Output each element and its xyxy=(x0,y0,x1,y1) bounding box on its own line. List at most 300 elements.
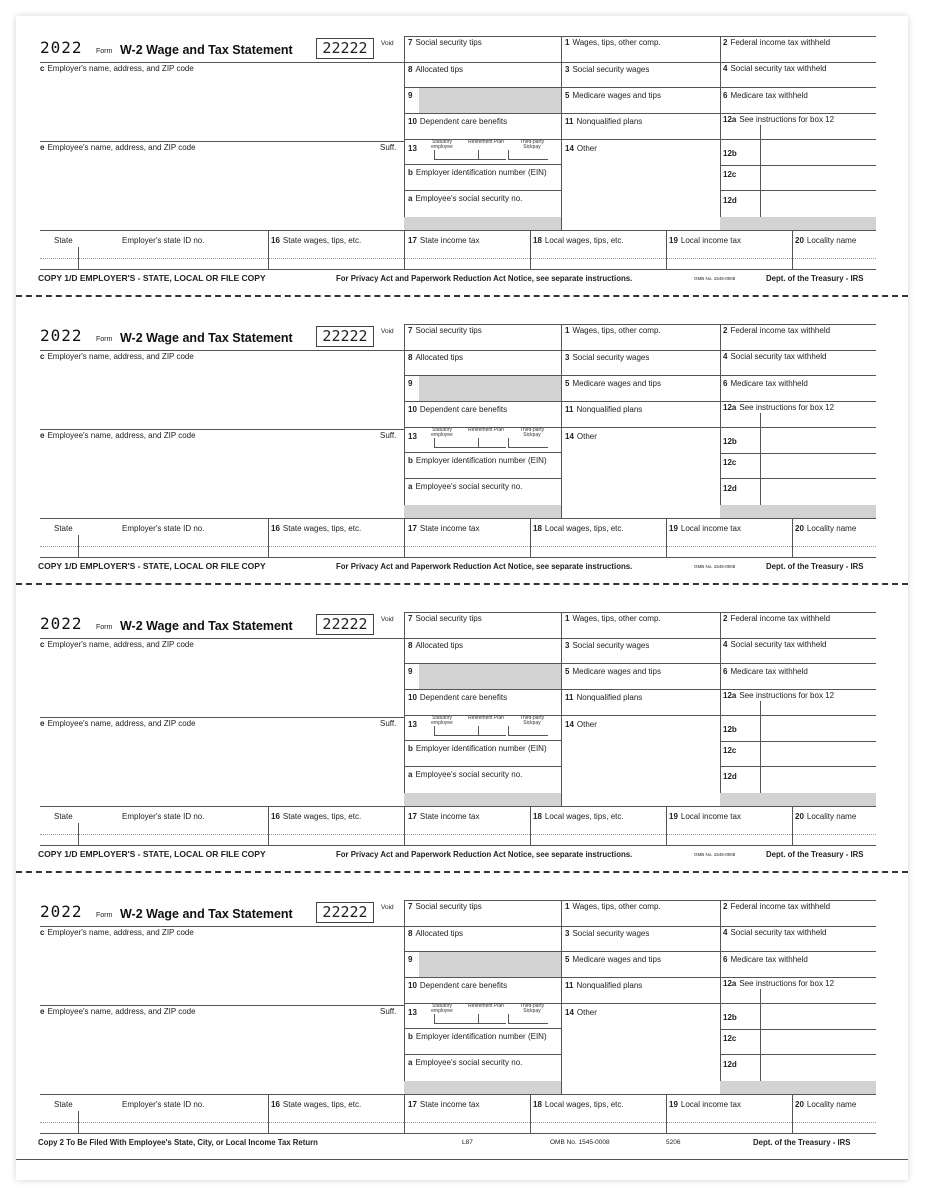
box-10-label: 10 Dependent care benefits xyxy=(408,981,508,990)
third-party-sickpay-label: Third-party Sickpay xyxy=(519,1003,545,1014)
form-rule-line xyxy=(561,139,720,140)
form-code-box: 22222 xyxy=(316,38,374,59)
form-rule-line xyxy=(720,1003,876,1004)
form-rule-line xyxy=(720,1029,876,1030)
box-9-label: 9 xyxy=(408,379,413,388)
box-8-label: 8 Allocated tips xyxy=(408,641,464,650)
form-rule-line xyxy=(561,977,720,978)
form-rule-line xyxy=(720,36,721,231)
copy-designation: COPY 1/D EMPLOYER'S - STATE, LOCAL OR FILE COPY xyxy=(38,561,266,571)
privacy-notice: For Privacy Act and Paperwork Reduction Act Notice, see separate instructions. xyxy=(336,562,633,571)
form-rule-line xyxy=(720,375,876,376)
form-rule-line xyxy=(666,1094,667,1134)
form-rule-line xyxy=(561,715,720,716)
box-b-label: b Employer identification number (EIN) xyxy=(408,168,547,177)
form-rule-line xyxy=(434,1023,506,1024)
box-12d-label: 12d xyxy=(723,772,737,781)
box-14-label: 14 Other xyxy=(565,720,597,729)
form-rule-line xyxy=(720,977,876,978)
box-20-label: 20 Locality name xyxy=(795,1100,857,1109)
form-rule-line xyxy=(666,230,667,270)
form-rule-line xyxy=(561,375,720,376)
state-label: State xyxy=(54,236,73,245)
form-rule-line xyxy=(404,900,405,1095)
form-rule-line xyxy=(561,113,720,114)
form-rule-line xyxy=(720,638,876,639)
box-b-label: b Employer identification number (EIN) xyxy=(408,1032,547,1041)
box-6-label: 6 Medicare tax withheld xyxy=(723,91,808,100)
box-12a-label: 12a See instructions for box 12 xyxy=(723,979,835,988)
box-c-label: c Employer's name, address, and ZIP code xyxy=(40,64,194,73)
form-rule-line xyxy=(508,159,548,160)
form-rule-line xyxy=(404,230,405,270)
copy-designation: Copy 2 To Be Filed With Employee's State, City, or Local Income Tax Return xyxy=(38,1138,318,1147)
form-rule-line xyxy=(760,715,761,741)
box-5-label: 5 Medicare wages and tips xyxy=(565,379,661,388)
form-rule-line xyxy=(666,806,667,846)
form-rule-line xyxy=(561,926,720,927)
box-12c-label: 12c xyxy=(723,1034,737,1043)
form-rule-line xyxy=(760,125,761,139)
form-rule-line xyxy=(40,926,404,927)
box-4-label: 4 Social security tax withheld xyxy=(723,64,827,73)
form-rule-line xyxy=(720,165,876,166)
box-9-label: 9 xyxy=(408,667,413,676)
box-12c-label: 12c xyxy=(723,458,737,467)
form-rule-line xyxy=(404,62,561,63)
form-rule-line xyxy=(792,230,793,270)
box-17-label: 17 State income tax xyxy=(408,524,480,533)
box-12d-shade xyxy=(720,505,876,518)
perforation-line xyxy=(16,295,908,297)
box-9-shade xyxy=(419,88,561,113)
form-rule-line xyxy=(561,427,720,428)
box-9-shade xyxy=(419,664,561,689)
box-7-label: 7 Social security tips xyxy=(408,902,482,911)
form-rule-line xyxy=(404,401,561,402)
box-12b-label: 12b xyxy=(723,725,737,734)
form-rule-line xyxy=(40,546,876,547)
state-id-label: Employer's state ID no. xyxy=(122,236,205,245)
box-12b-label: 12b xyxy=(723,1013,737,1022)
form-rule-line xyxy=(40,518,876,519)
box-a-label: a Employee's social security no. xyxy=(408,770,523,779)
form-rule-line xyxy=(760,478,761,505)
box-12c-label: 12c xyxy=(723,170,737,179)
statutory-employee-label: Statutory employee xyxy=(431,1003,453,1014)
form-rule-line xyxy=(530,806,531,846)
form-rule-line xyxy=(530,1094,531,1134)
privacy-notice: For Privacy Act and Paperwork Reduction Act Notice, see separate instructions. xyxy=(336,850,633,859)
box-c-label: c Employer's name, address, and ZIP code xyxy=(40,640,194,649)
tax-year: 2022 xyxy=(40,326,83,345)
state-label: State xyxy=(54,1100,73,1109)
form-rule-line xyxy=(404,36,405,231)
form-title: W-2 Wage and Tax Statement xyxy=(120,331,293,345)
box-7-label: 7 Social security tips xyxy=(408,326,482,335)
box-20-label: 20 Locality name xyxy=(795,524,857,533)
perforation-line xyxy=(16,583,908,585)
box-9-label: 9 xyxy=(408,955,413,964)
form-rule-line xyxy=(404,926,561,927)
third-party-sickpay-label: Third-party Sickpay xyxy=(519,139,545,150)
tax-year: 2022 xyxy=(40,614,83,633)
box-4-label: 4 Social security tax withheld xyxy=(723,640,827,649)
form-rule-line xyxy=(40,141,404,142)
form-rule-line xyxy=(561,62,720,63)
form-rule-line xyxy=(530,518,531,558)
box-5-label: 5 Medicare wages and tips xyxy=(565,955,661,964)
retirement-checkbox[interactable] xyxy=(478,1014,479,1024)
box-c-label: c Employer's name, address, and ZIP code xyxy=(40,928,194,937)
form-rule-line xyxy=(561,689,720,690)
omb-number: OMB No. 1545-0008 xyxy=(694,852,736,857)
form-rule-line xyxy=(404,689,561,690)
dept-treasury: Dept. of the Treasury - IRS xyxy=(753,1138,851,1147)
form-rule-line xyxy=(720,741,876,742)
form-rule-line xyxy=(720,900,721,1095)
form-rule-line xyxy=(404,190,561,191)
form-rule-line xyxy=(40,806,876,807)
dept-treasury: Dept. of the Treasury - IRS xyxy=(766,562,864,571)
omb-number: OMB No. 1545-0008 xyxy=(694,564,736,569)
box-8-label: 8 Allocated tips xyxy=(408,929,464,938)
form-rule-line xyxy=(40,350,404,351)
box-6-label: 6 Medicare tax withheld xyxy=(723,379,808,388)
box-14-label: 14 Other xyxy=(565,432,597,441)
form-rule-line xyxy=(760,989,761,1003)
state-id-label: Employer's state ID no. xyxy=(122,1100,205,1109)
box-9-shade xyxy=(419,952,561,977)
form-rule-line xyxy=(404,324,876,325)
form-rule-line xyxy=(720,427,876,428)
box-19-label: 19 Local income tax xyxy=(669,236,741,245)
form-rule-line xyxy=(561,612,562,807)
box-1-label: 1 Wages, tips, other comp. xyxy=(565,614,661,623)
form-rule-line xyxy=(792,1094,793,1134)
retirement-checkbox[interactable] xyxy=(478,150,479,160)
box-11-label: 11 Nonqualified plans xyxy=(565,405,643,414)
retirement-checkbox[interactable] xyxy=(478,726,479,736)
form-rule-line xyxy=(40,429,404,430)
box-2-label: 2 Federal income tax withheld xyxy=(723,902,831,911)
form-code-box: 22222 xyxy=(316,614,374,635)
form-rule-line xyxy=(760,453,761,478)
retirement-checkbox[interactable] xyxy=(478,438,479,448)
perforation-line xyxy=(16,871,908,873)
form-rule-line xyxy=(268,518,269,558)
form-rule-line xyxy=(720,113,876,114)
w2-form-copy-2 xyxy=(16,306,908,566)
box-18-label: 18 Local wages, tips, etc. xyxy=(533,236,624,245)
form-rule-line xyxy=(404,1094,405,1134)
form-rule-line xyxy=(666,518,667,558)
form-rule-line xyxy=(792,806,793,846)
void-checkbox-label[interactable]: Void xyxy=(381,40,394,47)
form-label: Form xyxy=(96,336,113,343)
form-rule-line xyxy=(404,164,561,165)
w2-form-copy-1 xyxy=(16,18,908,278)
statutory-employee-label: Statutory employee xyxy=(431,427,453,438)
box-14-label: 14 Other xyxy=(565,144,597,153)
box-b-label: b Employer identification number (EIN) xyxy=(408,456,547,465)
form-rule-line xyxy=(404,806,405,846)
form-rule-line xyxy=(40,834,876,835)
box-a-shade xyxy=(404,1081,561,1094)
box-b-label: b Employer identification number (EIN) xyxy=(408,744,547,753)
form-label: Form xyxy=(96,624,113,631)
form-rule-line xyxy=(720,324,721,519)
void-checkbox-label[interactable]: Void xyxy=(381,904,394,911)
box-a-label: a Employee's social security no. xyxy=(408,194,523,203)
form-rule-line xyxy=(720,689,876,690)
form-rule-line xyxy=(508,447,548,448)
box-3-label: 3 Social security wages xyxy=(565,353,650,362)
box-17-label: 17 State income tax xyxy=(408,812,480,821)
box-2-label: 2 Federal income tax withheld xyxy=(723,614,831,623)
form-number-5206: 5206 xyxy=(666,1139,681,1146)
form-rule-line xyxy=(720,139,876,140)
form-rule-line xyxy=(760,766,761,793)
form-label: Form xyxy=(96,912,113,919)
form-rule-line xyxy=(40,1005,404,1006)
form-rule-line xyxy=(404,977,561,978)
box-12b-label: 12b xyxy=(723,149,737,158)
box-14-label: 14 Other xyxy=(565,1008,597,1017)
dept-treasury: Dept. of the Treasury - IRS xyxy=(766,274,864,283)
box-12b-label: 12b xyxy=(723,437,737,446)
form-rule-line xyxy=(760,190,761,217)
void-checkbox-label[interactable]: Void xyxy=(381,616,394,623)
box-12d-label: 12d xyxy=(723,1060,737,1069)
sheet-bottom-rule xyxy=(16,1159,908,1160)
form-rule-line xyxy=(720,663,876,664)
box-8-label: 8 Allocated tips xyxy=(408,353,464,362)
form-code-box: 22222 xyxy=(316,326,374,347)
box-19-label: 19 Local income tax xyxy=(669,812,741,821)
box-e-label: e Employee's name, address, and ZIP code xyxy=(40,1007,196,1016)
form-rule-line xyxy=(40,1133,876,1134)
form-rule-line xyxy=(268,806,269,846)
form-rule-line xyxy=(40,638,404,639)
w2-sheet xyxy=(16,16,908,1180)
form-rule-line xyxy=(530,230,531,270)
form-title: W-2 Wage and Tax Statement xyxy=(120,43,293,57)
form-rule-line xyxy=(720,766,876,767)
form-rule-line xyxy=(720,401,876,402)
form-rule-line xyxy=(434,159,506,160)
box-1-label: 1 Wages, tips, other comp. xyxy=(565,38,661,47)
box-18-label: 18 Local wages, tips, etc. xyxy=(533,524,624,533)
form-rule-line xyxy=(720,62,876,63)
form-rule-line xyxy=(561,951,720,952)
form-rule-line xyxy=(40,557,876,558)
box-4-label: 4 Social security tax withheld xyxy=(723,352,827,361)
form-rule-line xyxy=(404,638,561,639)
box-6-label: 6 Medicare tax withheld xyxy=(723,667,808,676)
form-rule-line xyxy=(404,612,876,613)
box-13-label: 13 xyxy=(408,1008,417,1017)
form-rule-line xyxy=(561,900,562,1095)
form-rule-line xyxy=(404,740,561,741)
form-rule-line xyxy=(561,36,562,231)
suffix-label: Suff. xyxy=(380,143,397,152)
third-party-sickpay-label: Third-party Sickpay xyxy=(519,715,545,726)
box-12d-shade xyxy=(720,1081,876,1094)
form-rule-line xyxy=(720,350,876,351)
privacy-notice: For Privacy Act and Paperwork Reduction Act Notice, see separate instructions. xyxy=(336,274,633,283)
w2-form-copy-4 xyxy=(16,882,908,1142)
box-5-label: 5 Medicare wages and tips xyxy=(565,667,661,676)
form-rule-line xyxy=(40,1122,876,1123)
omb-number: OMB No. 1545-0008 xyxy=(550,1139,610,1146)
form-rule-line xyxy=(404,766,561,767)
box-13-label: 13 xyxy=(408,720,417,729)
suffix-label: Suff. xyxy=(380,1007,397,1016)
form-code-box: 22222 xyxy=(316,902,374,923)
box-11-label: 11 Nonqualified plans xyxy=(565,117,643,126)
form-rule-line xyxy=(760,139,761,165)
box-7-label: 7 Social security tips xyxy=(408,38,482,47)
form-rule-line xyxy=(720,1054,876,1055)
form-rule-line xyxy=(561,638,720,639)
third-party-sickpay-label: Third-party Sickpay xyxy=(519,427,545,438)
form-rule-line xyxy=(760,1029,761,1054)
form-rule-line xyxy=(561,1003,720,1004)
omb-number: OMB No. 1545-0008 xyxy=(694,276,736,281)
box-12d-label: 12d xyxy=(723,196,737,205)
retirement-plan-label: Retirement Plan xyxy=(468,139,504,145)
box-3-label: 3 Social security wages xyxy=(565,929,650,938)
box-e-label: e Employee's name, address, and ZIP code xyxy=(40,719,196,728)
form-code-l87: L87 xyxy=(462,1139,473,1146)
retirement-plan-label: Retirement Plan xyxy=(468,427,504,433)
copy-designation: COPY 1/D EMPLOYER'S - STATE, LOCAL OR FILE COPY xyxy=(38,273,266,283)
form-rule-line xyxy=(40,62,404,63)
box-16-label: 16 State wages, tips, etc. xyxy=(271,236,362,245)
form-rule-line xyxy=(404,324,405,519)
form-rule-line xyxy=(508,1023,548,1024)
tax-year: 2022 xyxy=(40,38,83,57)
form-rule-line xyxy=(404,1028,561,1029)
form-rule-line xyxy=(40,258,876,259)
form-title: W-2 Wage and Tax Statement xyxy=(120,619,293,633)
form-rule-line xyxy=(40,230,876,231)
form-rule-line xyxy=(720,715,876,716)
form-rule-line xyxy=(404,113,561,114)
form-title: W-2 Wage and Tax Statement xyxy=(120,907,293,921)
box-16-label: 16 State wages, tips, etc. xyxy=(271,812,362,821)
form-rule-line xyxy=(561,401,720,402)
box-19-label: 19 Local income tax xyxy=(669,524,741,533)
box-e-label: e Employee's name, address, and ZIP code xyxy=(40,431,196,440)
form-rule-line xyxy=(720,612,721,807)
form-rule-line xyxy=(434,447,506,448)
form-rule-line xyxy=(760,165,761,190)
form-rule-line xyxy=(40,1094,876,1095)
box-9-shade xyxy=(419,376,561,401)
form-rule-line xyxy=(720,951,876,952)
form-rule-line xyxy=(561,87,720,88)
void-checkbox-label[interactable]: Void xyxy=(381,328,394,335)
form-rule-line xyxy=(720,453,876,454)
tax-year: 2022 xyxy=(40,902,83,921)
box-18-label: 18 Local wages, tips, etc. xyxy=(533,1100,624,1109)
form-rule-line xyxy=(561,663,720,664)
box-1-label: 1 Wages, tips, other comp. xyxy=(565,326,661,335)
form-label: Form xyxy=(96,48,113,55)
form-rule-line xyxy=(760,741,761,766)
box-9-label: 9 xyxy=(408,91,413,100)
state-label: State xyxy=(54,812,73,821)
form-rule-line xyxy=(760,1054,761,1081)
form-rule-line xyxy=(268,230,269,270)
state-id-label: Employer's state ID no. xyxy=(122,524,205,533)
box-1-label: 1 Wages, tips, other comp. xyxy=(565,902,661,911)
form-rule-line xyxy=(508,735,548,736)
box-13-label: 13 xyxy=(408,144,417,153)
form-rule-line xyxy=(404,36,876,37)
box-12a-label: 12a See instructions for box 12 xyxy=(723,115,835,124)
box-10-label: 10 Dependent care benefits xyxy=(408,693,508,702)
form-rule-line xyxy=(760,427,761,453)
box-20-label: 20 Locality name xyxy=(795,236,857,245)
w2-form-copy-3 xyxy=(16,594,908,854)
box-12d-shade xyxy=(720,793,876,806)
form-rule-line xyxy=(760,701,761,715)
form-rule-line xyxy=(720,926,876,927)
form-rule-line xyxy=(434,735,506,736)
box-16-label: 16 State wages, tips, etc. xyxy=(271,1100,362,1109)
box-a-shade xyxy=(404,505,561,518)
box-2-label: 2 Federal income tax withheld xyxy=(723,38,831,47)
box-12d-shade xyxy=(720,217,876,230)
form-rule-line xyxy=(268,1094,269,1134)
box-3-label: 3 Social security wages xyxy=(565,641,650,650)
box-12a-label: 12a See instructions for box 12 xyxy=(723,403,835,412)
form-rule-line xyxy=(404,452,561,453)
box-17-label: 17 State income tax xyxy=(408,1100,480,1109)
box-4-label: 4 Social security tax withheld xyxy=(723,928,827,937)
form-rule-line xyxy=(720,87,876,88)
box-a-shade xyxy=(404,793,561,806)
box-6-label: 6 Medicare tax withheld xyxy=(723,955,808,964)
suffix-label: Suff. xyxy=(380,431,397,440)
form-rule-line xyxy=(404,478,561,479)
form-rule-line xyxy=(404,900,876,901)
form-rule-line xyxy=(40,717,404,718)
box-11-label: 11 Nonqualified plans xyxy=(565,981,643,990)
form-rule-line xyxy=(404,518,405,558)
statutory-employee-label: Statutory employee xyxy=(431,139,453,150)
box-10-label: 10 Dependent care benefits xyxy=(408,405,508,414)
box-17-label: 17 State income tax xyxy=(408,236,480,245)
box-20-label: 20 Locality name xyxy=(795,812,857,821)
box-e-label: e Employee's name, address, and ZIP code xyxy=(40,143,196,152)
box-a-shade xyxy=(404,217,561,230)
box-c-label: c Employer's name, address, and ZIP code xyxy=(40,352,194,361)
form-rule-line xyxy=(404,1054,561,1055)
state-id-label: Employer's state ID no. xyxy=(122,812,205,821)
form-rule-line xyxy=(404,350,561,351)
box-18-label: 18 Local wages, tips, etc. xyxy=(533,812,624,821)
form-rule-line xyxy=(792,518,793,558)
dept-treasury: Dept. of the Treasury - IRS xyxy=(766,850,864,859)
form-rule-line xyxy=(760,413,761,427)
form-rule-line xyxy=(40,269,876,270)
box-8-label: 8 Allocated tips xyxy=(408,65,464,74)
box-12a-label: 12a See instructions for box 12 xyxy=(723,691,835,700)
